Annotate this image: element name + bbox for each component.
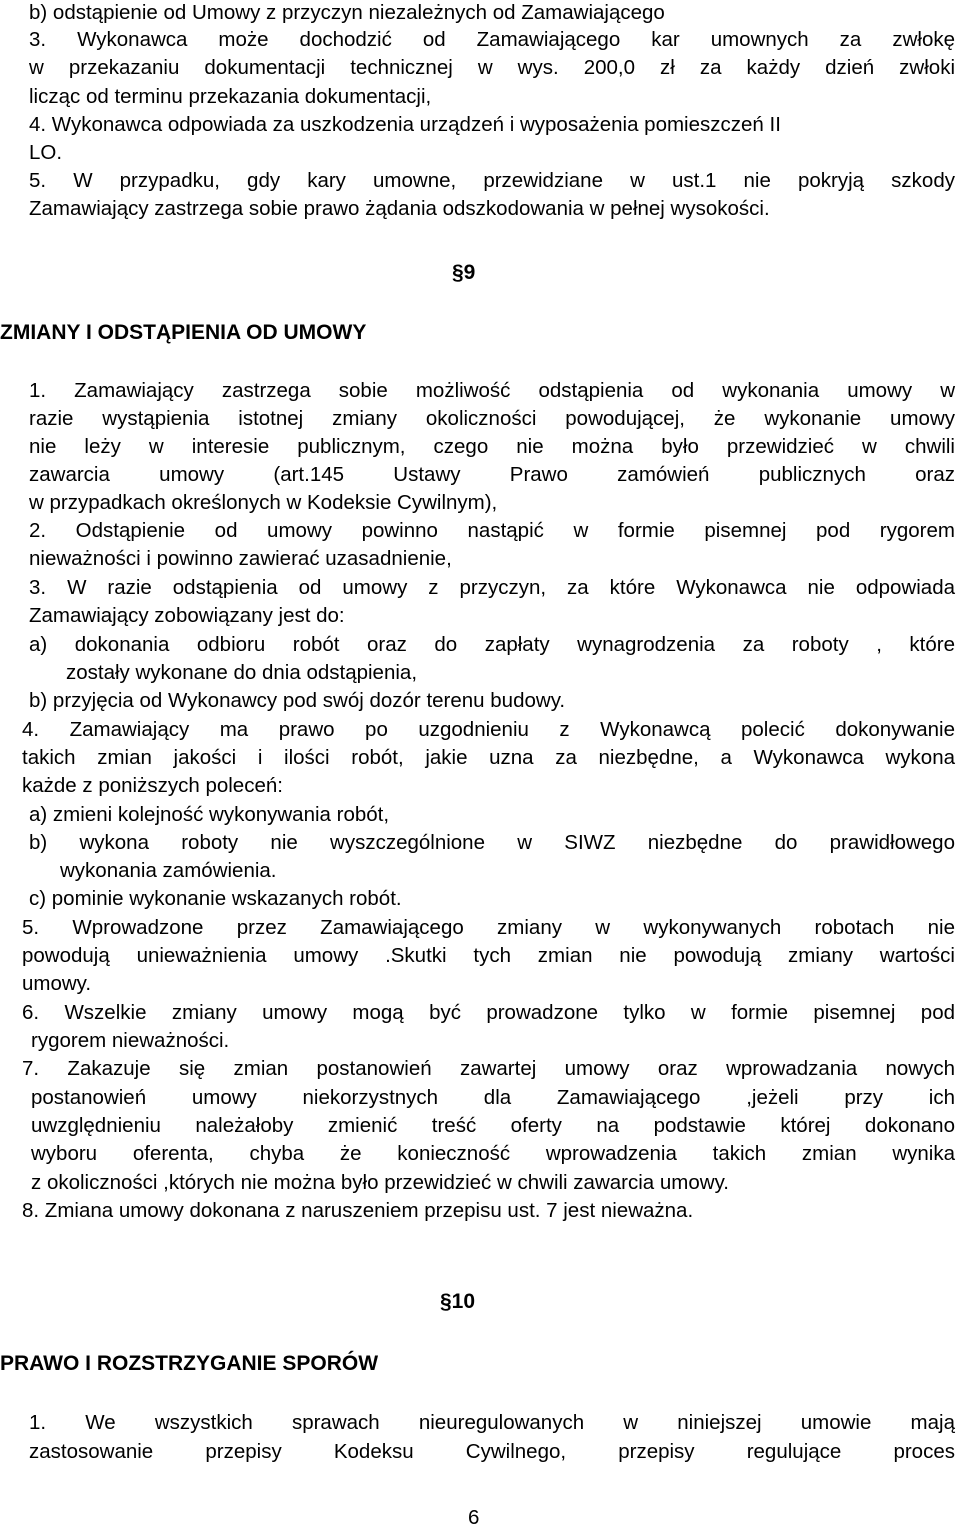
text-line: rygorem nieważności. [31,1029,230,1052]
text-line: zastosowanie przepisy Kodeksu Cywilnego, przepisy regulujące proces [29,1440,955,1463]
text-line: 5. W przypadku, gdy kary umowne, przewidziane w ust.1 nie pokryją szkody [29,169,955,192]
text-line: zawarcia umowy (art.145 Ustawy Prawo zamówień publicznych oraz [29,463,955,486]
text-line: nieważności i powinno zawierać uzasadnienie, [29,547,452,570]
text-line: 2. Odstąpienie od umowy powinno nastąpić w formie pisemnej pod rygorem [29,519,955,542]
text-line: b) przyjęcia od Wykonawcy pod swój dozór terenu budowy. [29,689,566,712]
text-line: Zamawiający zobowiązany jest do: [29,604,345,627]
text-line: w przekazaniu dokumentacji technicznej w wys. 200,0 zł za każdy dzień zwłoki [29,56,955,79]
text-line: wyboru oferenta, chyba że konieczność wprowadzenia takich zmian wynika [31,1142,955,1165]
text-line: 4. Wykonawca odpowiada za uszkodzenia urządzeń i wyposażenia pomieszczeń II [29,113,781,136]
section-number: §10 [440,1290,476,1313]
text-line: licząc od terminu przekazania dokumentacji, [29,85,432,108]
text-line: 3. W razie odstąpienia od umowy z przyczyn, za które Wykonawca nie odpowiada [29,576,955,599]
section-title: ZMIANY I ODSTĄPIENIA OD UMOWY [0,321,367,344]
text-line: nie leży w interesie publicznym, czego nie można było przewidzieć w chwili [29,435,955,458]
text-line: uwzględnieniu należałoby zmienić treść oferty na podstawie której dokonano [31,1114,955,1137]
text-line: 3. Wykonawca może dochodzić od Zamawiającego kar umownych za zwłokę [29,28,955,51]
text-line: 1. We wszystkich sprawach nieuregulowanych w niniejszej umowie mają [29,1411,955,1434]
section-title: PRAWO I ROZSTRZYGANIE SPORÓW [0,1352,379,1375]
text-line: razie wystąpienia istotnej zmiany okoliczności powodującej, że wykonanie umowy [29,407,955,430]
section-number: §9 [452,261,476,284]
text-line: a) zmieni kolejność wykonywania robót, [29,803,390,826]
text-line: b) odstąpienie od Umowy z przyczyn niezależnych od Zamawiającego [29,1,665,24]
text-line: umowy. [22,972,92,995]
text-line: powodują unieważnienia umowy .Skutki tych zmian nie powodują zmiany wartości [22,944,955,967]
text-line: 8. Zmiana umowy dokonana z naruszeniem przepisu ust. 7 jest nieważna. [22,1199,694,1222]
text-line: 4. Zamawiający ma prawo po uzgodnieniu z Wykonawcą polecić dokonywanie [22,718,955,741]
text-line: w przypadkach określonych w Kodeksie Cywilnym), [29,491,498,514]
text-line: c) pominie wykonanie wskazanych robót. [29,887,402,910]
page-number: 6 [468,1506,480,1529]
text-line: 5. Wprowadzone przez Zamawiającego zmiany w wykonywanych robotach nie [22,916,955,939]
text-line: wykonania zamówienia. [60,859,277,882]
text-line: takich zmian jakości i ilości robót, jakie uzna za niezbędne, a Wykonawca wykona [22,746,955,769]
text-line: b) wykona roboty nie wyszczególnione w SIWZ niezbędne do prawidłowego [29,831,955,854]
text-line: 7. Zakazuje się zmian postanowień zawartej umowy oraz wprowadzania nowych [22,1057,955,1080]
text-line: postanowień umowy niekorzystnych dla Zamawiającego ,jeżeli przy ich [31,1086,955,1109]
text-line: Zamawiający zastrzega sobie prawo żądania odszkodowania w pełnej wysokości. [29,197,770,220]
text-line: a) dokonania odbioru robót oraz do zapłaty wynagrodzenia za roboty , które [29,633,955,656]
text-line: 6. Wszelkie zmiany umowy mogą być prowadzone tylko w formie pisemnej pod [22,1001,955,1024]
text-line: 1. Zamawiający zastrzega sobie możliwość odstąpienia od wykonania umowy w [29,379,955,402]
text-line: każde z poniższych poleceń: [22,774,283,797]
text-line: zostały wykonane do dnia odstąpienia, [66,661,418,684]
text-line: z okoliczności ,których nie można było przewidzieć w chwili zawarcia umowy. [31,1171,730,1194]
text-line: LO. [29,141,63,164]
